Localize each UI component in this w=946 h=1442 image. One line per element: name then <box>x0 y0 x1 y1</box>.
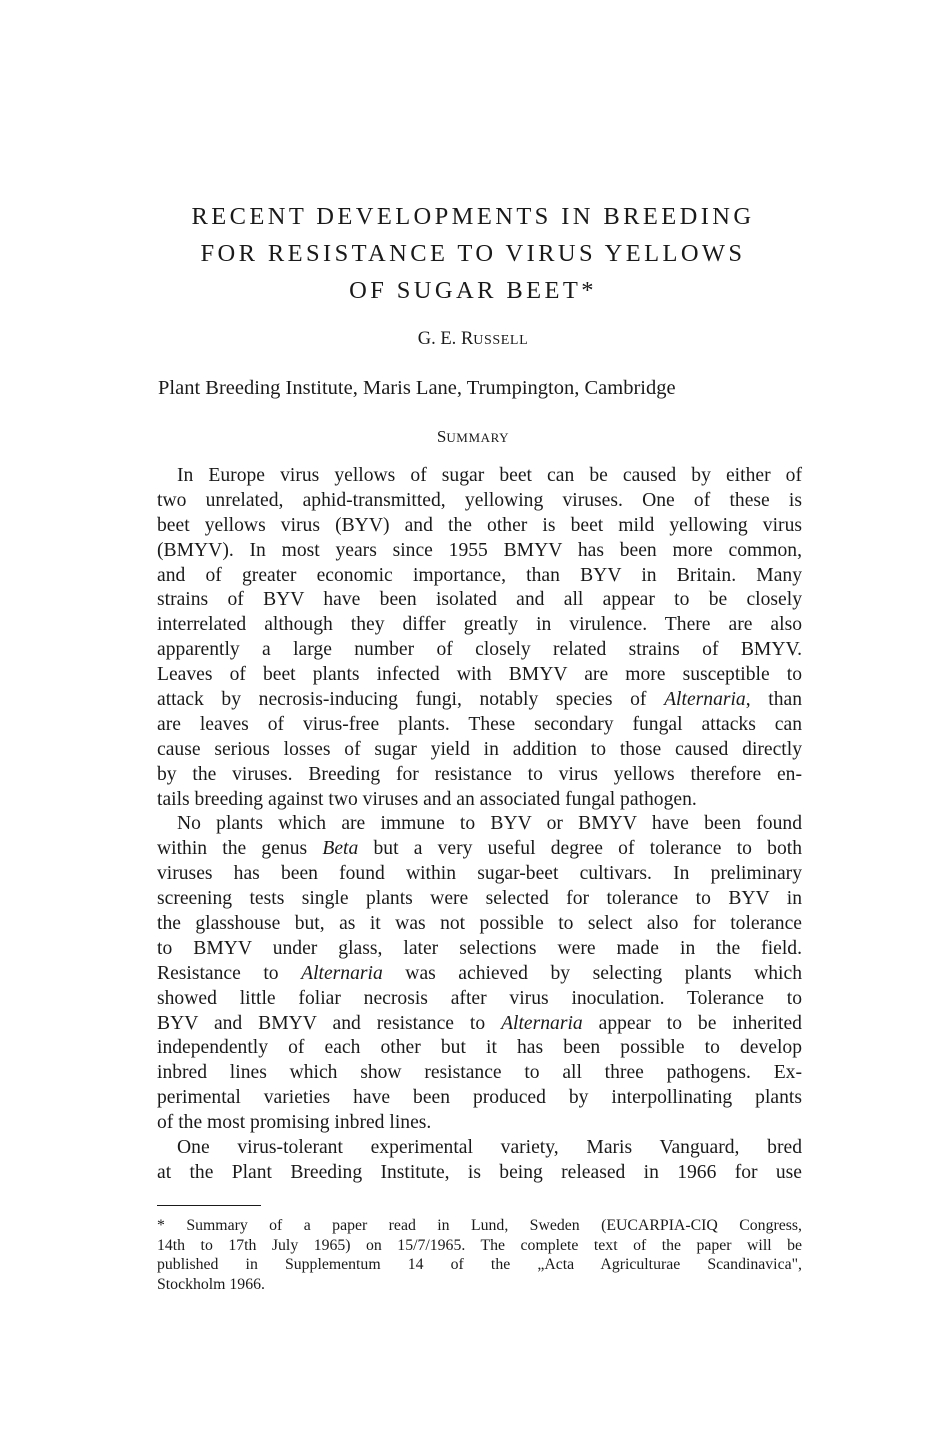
body-line: No plants which are immune to BYV or BMYV have been found <box>177 813 802 835</box>
title-line: RECENT DEVELOPMENTS IN BREEDING <box>191 203 755 230</box>
author <box>150 329 796 350</box>
body-line: screening tests single plants were selected for tolerance to BYV in <box>157 888 802 910</box>
summary-heading <box>150 427 796 447</box>
body-line: BYV and BMYV and resistance to Alternaria appear to be inherited <box>157 1012 802 1034</box>
body-line: are leaves of virus-free plants. These secondary fungal attacks can <box>157 713 802 735</box>
body-line: within the genus Beta but a very useful degree of tolerance to both <box>157 838 802 860</box>
affiliation: Plant Breeding Institute, Maris Lane, Trumpington, Cambridge <box>158 377 676 399</box>
body-line: at the Plant Breeding Institute, is being released in 1966 for use <box>157 1161 802 1183</box>
body-line: cause serious losses of sugar yield in addition to those caused directly <box>157 738 802 760</box>
italic-term: Beta <box>322 838 359 860</box>
body-line: tails breeding against two viruses and an associated fungal pathogen. <box>157 788 697 810</box>
body-line: Leaves of beet plants infected with BMYV are more susceptible to <box>157 664 802 686</box>
body-line: to BMYV under glass, later selections were made in the field. <box>157 937 802 959</box>
body-line: apparently a large number of closely related strains of BMYV. <box>157 639 802 661</box>
summary-heading-cap: S <box>436 427 447 446</box>
body-line: strains of BYV have been isolated and all appear to be closely <box>157 589 802 611</box>
body-line: the glasshouse but, as it was not possible to select also for tolerance <box>157 913 802 935</box>
footnote-line: Stockholm 1966. <box>157 1275 265 1293</box>
body-line: perimental varieties have been produced by interpollinating plants <box>157 1087 802 1109</box>
body-line: interrelated although they differ greatly in virulence. There are also <box>157 614 802 636</box>
body-line: inbred lines which show resistance to all three pathogens. Ex- <box>157 1062 802 1084</box>
author-initials: G. E. <box>417 329 461 349</box>
body-line: In Europe virus yellows of sugar beet can be caused by either of <box>177 465 802 486</box>
paper-title <box>150 198 796 309</box>
body-line: independently of each other but it has been possible to develop <box>157 1037 802 1059</box>
italic-term: Alternaria <box>501 1012 583 1034</box>
body-line: attack by necrosis-inducing fungi, notably species of Alternaria, than <box>157 689 803 711</box>
footnote <box>157 1216 802 1294</box>
title-line: FOR RESISTANCE TO VIRUS YELLOWS <box>200 240 746 267</box>
footnote-line: 14th to 17th July 1965) on 15/7/1965. The complete text of the paper will be <box>157 1236 802 1254</box>
summary-heading-rest: UMMARY <box>446 430 510 445</box>
body-line: One virus-tolerant experimental variety, Maris Vanguard, bred <box>177 1137 802 1159</box>
body-line: two unrelated, aphid-transmitted, yellowing viruses. One of these is <box>157 489 802 511</box>
italic-term: Alternaria <box>664 689 746 711</box>
body-line: showed little foliar necrosis after virus inoculation. Tolerance to <box>157 987 802 1009</box>
body-line: Resistance to Alternaria was achieved by selecting plants which <box>157 962 802 984</box>
body-line: beet yellows virus (BYV) and the other is beet mild yellowing virus <box>157 514 802 536</box>
body-line: by the viruses. Breeding for resistance to virus yellows therefore en- <box>157 763 802 785</box>
author-surname-cap: R <box>460 329 474 349</box>
body-line: (BMYV). In most years since 1955 BMYV has been more common, <box>157 539 802 561</box>
body-line: viruses has been found within sugar-beet cultivars. In preliminary <box>157 863 802 885</box>
summary-body <box>157 464 802 1186</box>
title-line: OF SUGAR BEET* <box>349 277 597 304</box>
body-line: of the most promising inbred lines. <box>157 1112 432 1134</box>
author-surname-rest: USSELL <box>473 333 529 348</box>
footnote-line: published in Supplementum 14 of the „Acta Agriculturae Scandinavica", <box>157 1256 802 1273</box>
footnote-line: * Summary of a paper read in Lund, Sweden (EUCARPIA-CIQ Congress, <box>157 1217 802 1234</box>
footnote-divider <box>157 1205 261 1206</box>
body-line: and of greater economic importance, than BYV in Britain. Many <box>157 564 802 586</box>
italic-term: Alternaria <box>301 962 383 984</box>
